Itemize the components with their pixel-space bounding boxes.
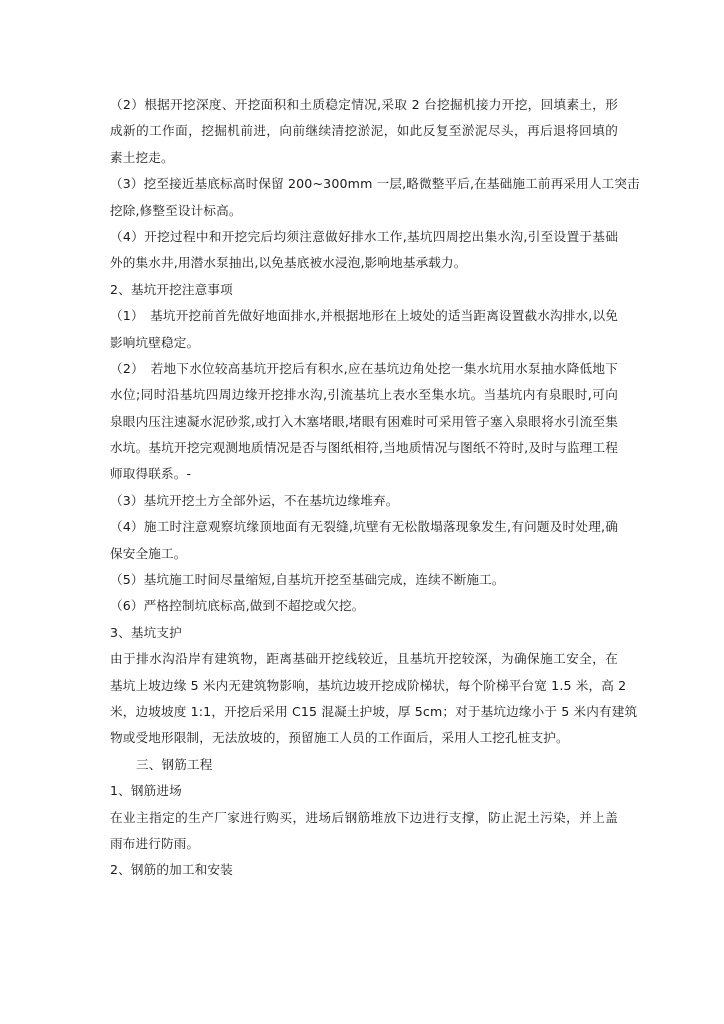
paragraph-line: （1） 基坑开挖前首先做好地面排水,并根据地形在上坡处的适当距离设置截水沟排水,以免: [110, 308, 618, 324]
paragraph-line: 由于排水沟沿岸有建筑物，距离基础开挖线较近，且基坑开挖较深，为确保施工安全，在: [110, 651, 618, 667]
paragraph-line: 影响坑壁稳定。: [110, 334, 200, 350]
section-heading: 2、钢筋的加工和安装: [110, 862, 233, 878]
paragraph-line: 在业主指定的生产厂家进行购买，进场后钢筋堆放下边进行支撑，防止泥土污染，并上盖: [110, 809, 618, 825]
paragraph-line: 物或受地形限制，无法放坡的，预留施工人员的工作面后，采用人工挖孔桩支护。: [110, 730, 569, 746]
paragraph-line: 成新的工作面，挖掘机前进，向前继续清挖淤泥，如此反复至淤泥尽头，再后退将回填的: [110, 123, 618, 139]
paragraph-line: 基坑上坡边缘 5 米内无建筑物影响，基坑边坡开挖成阶梯状，每个阶梯平台宽 1.5 米，高 2: [110, 677, 627, 693]
paragraph-line: 雨布进行防雨。: [110, 835, 200, 851]
paragraph-line: 水坑。基坑开挖完观测地质情况是否与图纸相符,当地质情况与图纸不符时,及时与监理工程: [110, 440, 618, 456]
section-heading: 3、基坑支护: [110, 624, 182, 640]
paragraph-line: 素土挖走。: [110, 149, 174, 165]
paragraph-line: 泉眼内压注速凝水泥砂浆,或打入木塞堵眼,堵眼有困难时可采用管子塞入泉眼将水引流至集: [110, 413, 618, 429]
chapter-heading: 三、钢筋工程: [136, 756, 213, 772]
paragraph-line: （6）严格控制坑底标高,做到不超挖或欠挖。: [110, 598, 365, 614]
paragraph-line: （4）施工时注意观察坑缘顶地面有无裂缝,坑壁有无松散塌落现象发生,有问题及时处理,确: [110, 519, 618, 535]
paragraph-line: 师取得联系。-: [110, 466, 192, 482]
document-body: [110, 92, 640, 884]
paragraph-line: （2）根据开挖深度、开挖面积和土质稳定情况,采取 2 台挖掘机接力开挖，回填素土，形: [110, 97, 618, 112]
section-heading: 1、钢筋进场: [110, 783, 182, 799]
paragraph-line: 水位;同时沿基坑四周边缘开挖排水沟,引流基坑上表水至集水坑。当基坑内有泉眼时,可向: [110, 387, 618, 403]
section-heading: 2、基坑开挖注意事项: [110, 281, 233, 297]
paragraph-line: （3）挖至接近基底标高时保留 200~300mm 一层,略微整平后,在基础施工前再采用人工突击: [110, 176, 640, 192]
paragraph-line: 保安全施工。: [110, 545, 187, 561]
paragraph-line: 挖除,修整至设计标高。: [110, 202, 242, 218]
paragraph-line: （5）基坑施工时间尽量缩短,自基坑开挖至基础完成，连续不断施工。: [110, 572, 505, 588]
paragraph-line: 米，边坡坡度 1:1，开挖后采用 C15 混凝土护坡，厚 5cm；对于基坑边缘小于 5 米内有建筑: [110, 703, 638, 719]
paragraph-line: （2） 若地下水位较高基坑开挖后有积水,应在基坑边角处挖一集水坑用水泵抽水降低地下: [110, 360, 618, 376]
paragraph-line: （3）基坑开挖土方全部外运，不在基坑边缘堆弃。: [110, 492, 399, 508]
paragraph-line: （4）开挖过程中和开挖完后均须注意做好排水工作,基坑四周挖出集水沟,引至设置于基础: [110, 228, 618, 244]
paragraph-line: 外的集水井,用潜水泵抽出,以免基底被水浸泡,影响地基承载力。: [110, 255, 467, 271]
